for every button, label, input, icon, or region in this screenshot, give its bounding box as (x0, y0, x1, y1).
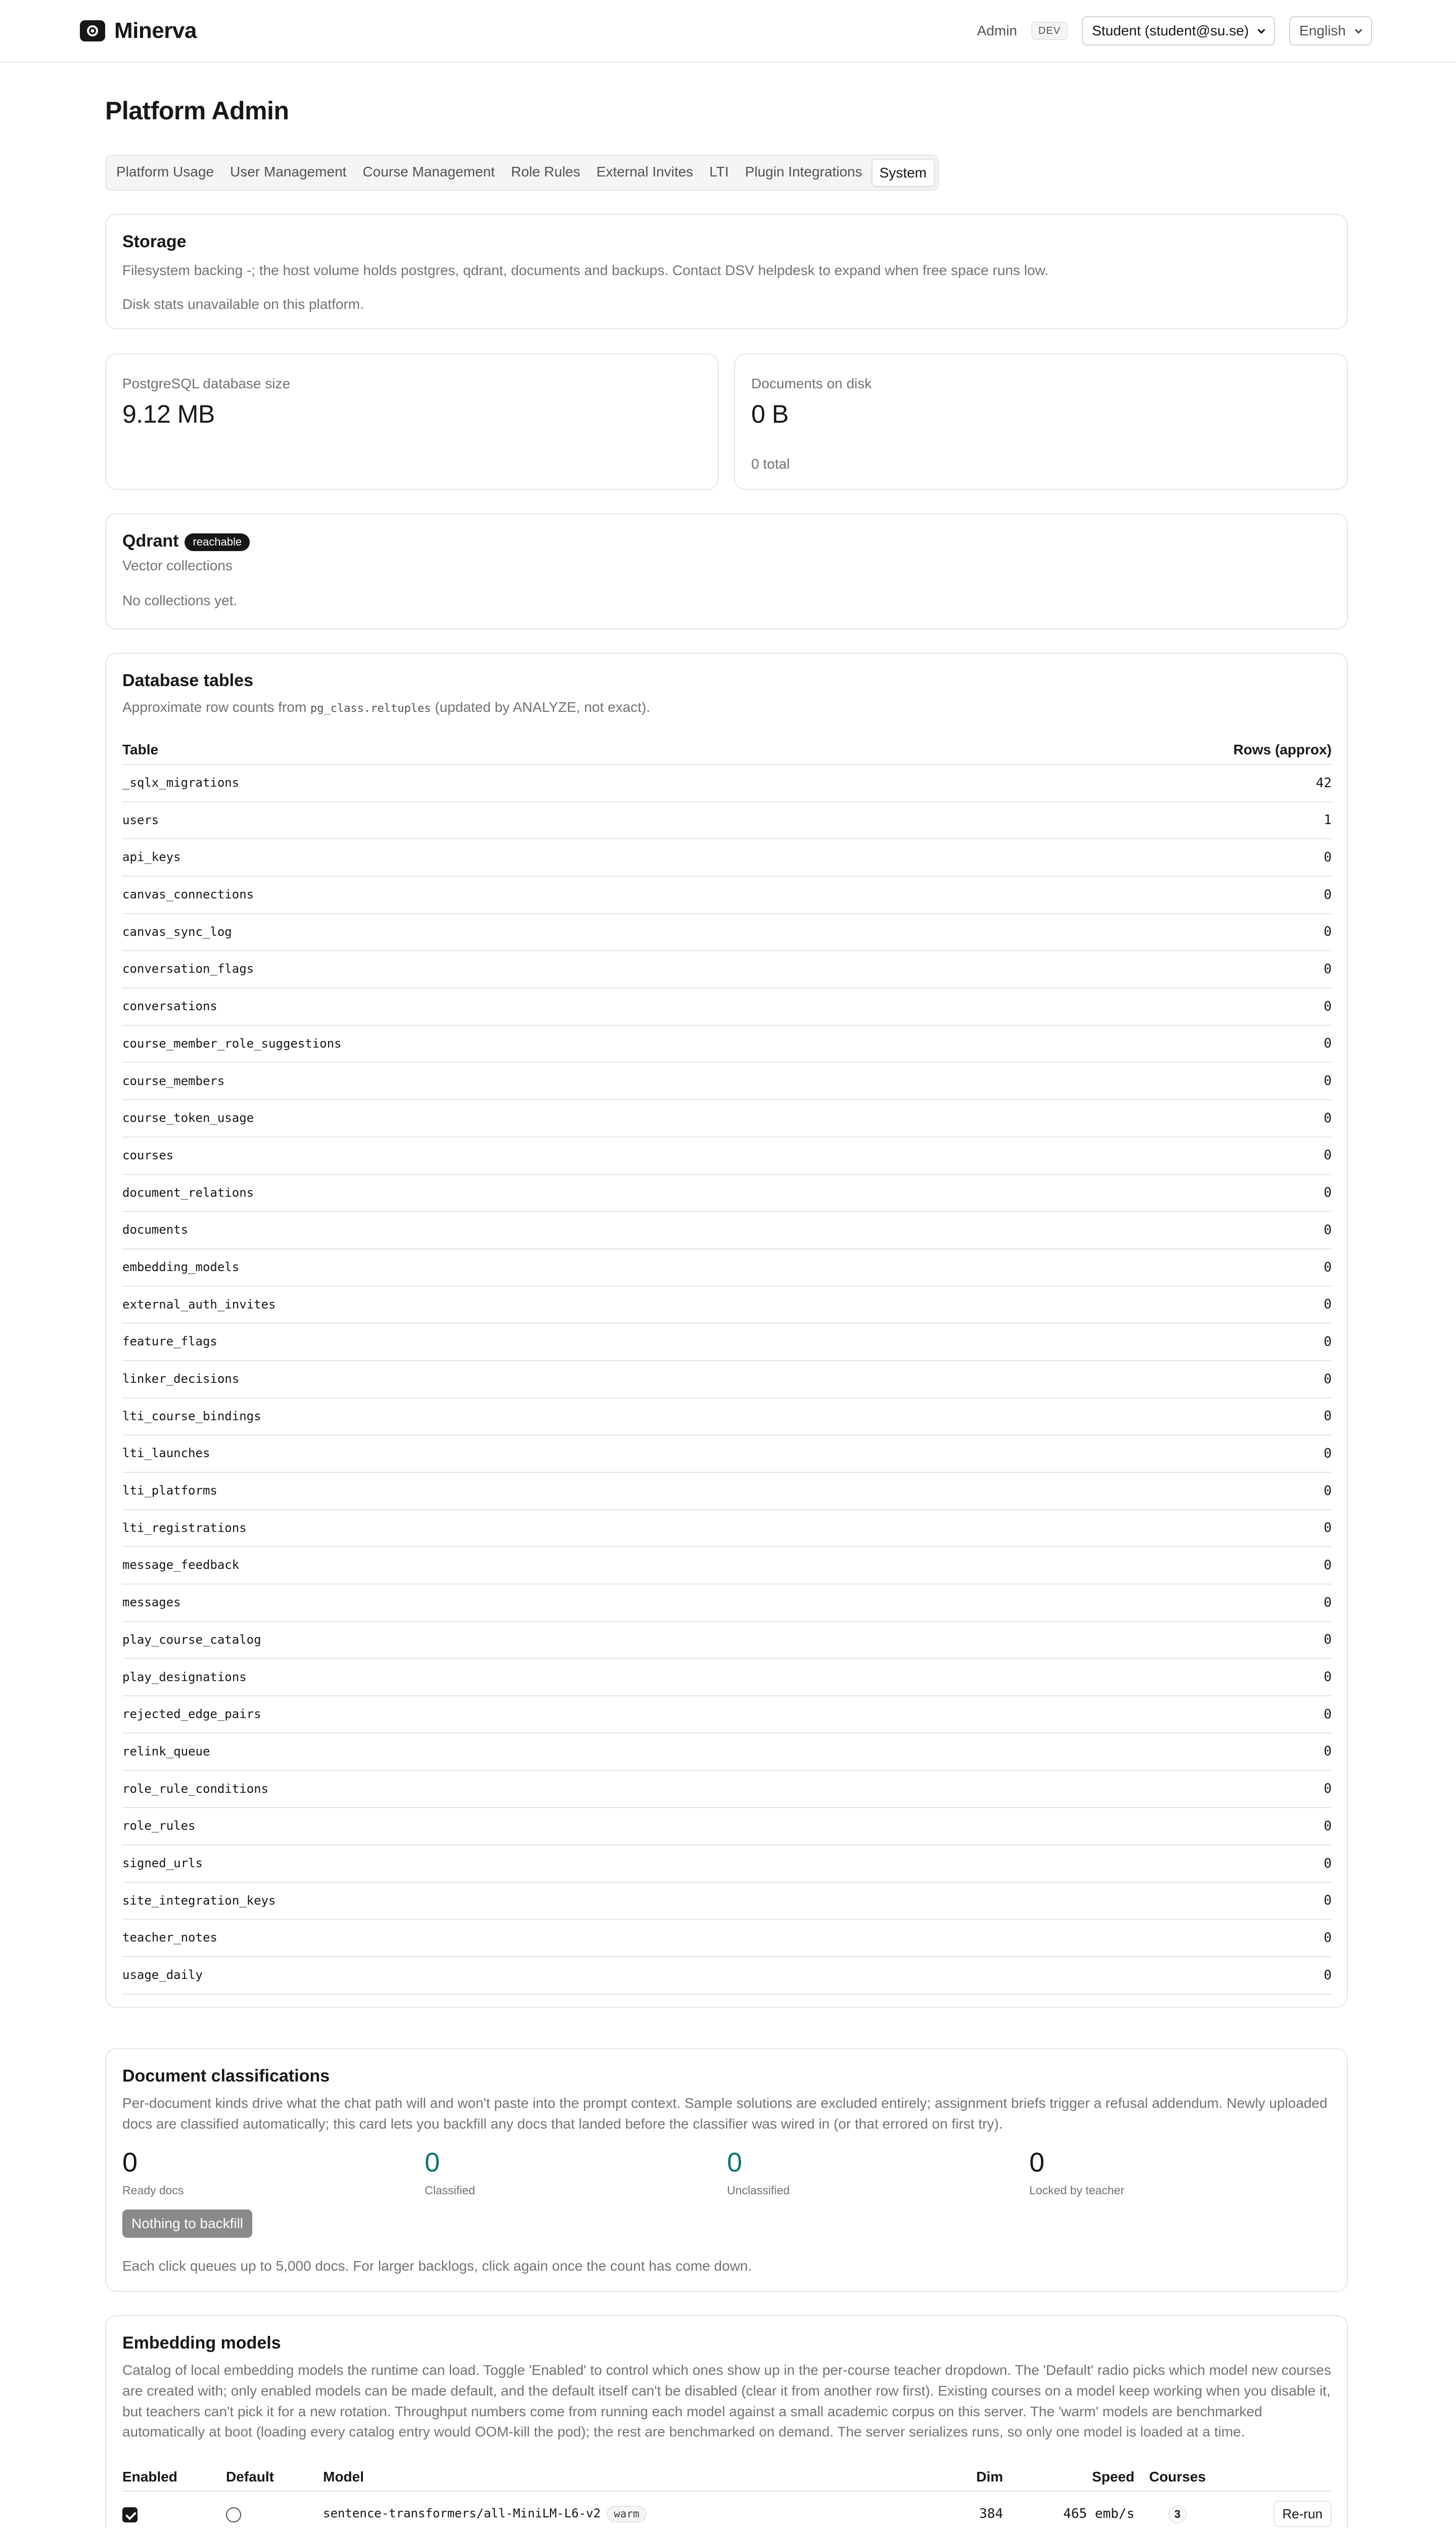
row-count: 0 (957, 988, 1332, 1025)
table-row (122, 1696, 1332, 1733)
row-count: 42 (957, 764, 1332, 802)
db-desc-before: Approximate row counts from (122, 699, 310, 715)
metric-value: 0 (122, 2147, 138, 2178)
language-select-value: English (1299, 23, 1346, 39)
user-select[interactable] (1082, 16, 1275, 46)
table-header-row (122, 735, 1332, 764)
row-count: 0 (957, 1882, 1332, 1920)
table-row (122, 1100, 1332, 1137)
row-count: 0 (957, 1100, 1332, 1137)
table-name: _sqlx_migrations (122, 764, 957, 802)
table-name: documents (122, 1211, 957, 1249)
chevron-down-icon (1353, 25, 1364, 36)
metric-ready-docs (122, 2146, 425, 2198)
metric-value: 0 (425, 2147, 440, 2178)
storage-stats (105, 353, 1348, 490)
table-name: conversation_flags (122, 951, 957, 988)
table-name: conversations (122, 988, 957, 1025)
embedding-title: Embedding models (122, 2333, 281, 2353)
table-row (122, 1957, 1332, 1994)
main-content (0, 63, 1456, 2528)
db-desc-after: (updated by ANALYZE, not exact). (431, 699, 651, 715)
table-row (122, 1211, 1332, 1249)
table-row (122, 1175, 1332, 1212)
table-name: usage_daily (122, 1957, 957, 1994)
table-row (122, 1658, 1332, 1696)
table-row (122, 1771, 1332, 1808)
row-count: 0 (957, 1361, 1332, 1398)
status-badge: reachable (185, 533, 250, 551)
row-count: 1 (957, 802, 1332, 839)
table-name: users (122, 802, 957, 839)
row-count: 0 (957, 1808, 1332, 1845)
table-name: courses (122, 1137, 957, 1175)
table-name: messages (122, 1584, 957, 1621)
tab-plugin-integrations[interactable]: Plugin Integrations (745, 164, 862, 179)
table-name: lti_launches (122, 1435, 957, 1472)
col-speed: Speed (1003, 2463, 1134, 2491)
row-count: 0 (957, 1175, 1332, 1212)
col-rows: Rows (approx) (957, 735, 1332, 764)
table-name: lti_registrations (122, 1510, 957, 1547)
row-count: 0 (957, 1062, 1332, 1100)
courses-count-badge: 3 (1168, 2505, 1187, 2523)
metric-label: Unclassified (727, 2184, 790, 2197)
row-count: 0 (957, 1323, 1332, 1361)
row-count: 0 (957, 1435, 1332, 1472)
page-title: Platform Admin (105, 97, 289, 125)
documents-disk-card (734, 353, 1348, 490)
row-count: 0 (957, 1398, 1332, 1435)
col-model: Model (323, 2463, 932, 2491)
top-navbar (0, 0, 1456, 63)
table-row (122, 914, 1332, 951)
courses-cell (1134, 2491, 1220, 2528)
enabled-checkbox[interactable] (122, 2507, 138, 2522)
document-classifications-card (105, 2048, 1348, 2292)
postgres-size-label: PostgreSQL database size (122, 376, 291, 392)
qdrant-subtitle: Vector collections (122, 557, 233, 573)
tab-role-rules[interactable]: Role Rules (511, 164, 580, 179)
metric-label: Ready docs (122, 2184, 184, 2197)
table-row (122, 1510, 1332, 1547)
model-name: sentence-transformers/all-MiniLM-L6-v2 (323, 2506, 601, 2520)
disk-stats-note: Disk stats unavailable on this platform. (122, 296, 364, 312)
table-row (122, 1919, 1332, 1957)
col-courses: Courses (1134, 2463, 1220, 2491)
table-row (122, 1584, 1332, 1621)
row-count: 0 (957, 1510, 1332, 1547)
table-row (122, 1398, 1332, 1435)
table-row (122, 1062, 1332, 1100)
table-name: play_course_catalog (122, 1621, 957, 1659)
metric-locked-by-teacher (1029, 2146, 1332, 2198)
qdrant-title-text: Qdrant (122, 531, 179, 551)
table-name: external_auth_invites (122, 1286, 957, 1324)
table-row (122, 1025, 1332, 1063)
table-row (122, 1137, 1332, 1175)
table-name: lti_platforms (122, 1472, 957, 1510)
db-tables-description (122, 697, 1332, 717)
row-count: 0 (957, 1211, 1332, 1249)
default-radio[interactable] (226, 2507, 241, 2522)
action-cell (1220, 2491, 1332, 2528)
storage-title: Storage (122, 232, 187, 252)
embedding-description: Catalog of local embedding models the runtime can load. Toggle 'Enabled' to control which ones show up in the per-course teacher dropdown. The 'Default' radio picks which model new courses are created with; only enabled models can be made default, and the default itself can't be disabled (clear it from another row first). Existing courses on a model keep working when you disable it, but teachers can't pick it for a new rotation. Throughput numbers come from running each model against a small academic corpus on this server. The 'warm' models are benchmarked automatically at boot (loading every catalog entry would OOM-kill the pod); the rest are benchmarked on demand. The server serializes runs, so only one model is loaded at a time. (122, 2362, 1331, 2440)
table-row (122, 1472, 1332, 1510)
documents-disk-value: 0 B (751, 400, 789, 429)
table-name: lti_course_bindings (122, 1398, 957, 1435)
brand[interactable] (80, 15, 197, 47)
row-count: 0 (957, 1584, 1332, 1621)
backfill-button[interactable]: Nothing to backfill (122, 2209, 252, 2237)
language-select[interactable] (1289, 16, 1372, 46)
rerun-button[interactable]: Re-run (1273, 2501, 1332, 2527)
table-row (122, 2491, 1332, 2528)
col-enabled: Enabled (122, 2463, 226, 2491)
table-name: teacher_notes (122, 1919, 957, 1957)
row-count: 0 (957, 1547, 1332, 1584)
table-name: feature_flags (122, 1323, 957, 1361)
table-name: play_designations (122, 1658, 957, 1696)
embedding-table (122, 2463, 1332, 2528)
table-name: role_rules (122, 1808, 957, 1845)
env-badge: DEV (1031, 22, 1068, 40)
col-dim: Dim (932, 2463, 1003, 2491)
tab-lti[interactable]: LTI (709, 164, 729, 179)
table-name: course_members (122, 1062, 957, 1100)
admin-tabs (105, 155, 939, 191)
table-name: linker_decisions (122, 1361, 957, 1398)
table-row (122, 1621, 1332, 1659)
table-row (122, 1808, 1332, 1845)
metric-classified (425, 2146, 727, 2198)
metric-value: 0 (727, 2147, 743, 2178)
qdrant-empty: No collections yet. (122, 592, 238, 608)
row-count: 0 (957, 1658, 1332, 1696)
user-select-value: Student (student@su.se) (1092, 23, 1249, 39)
documents-disk-label: Documents on disk (751, 376, 872, 392)
metric-value: 0 (1029, 2147, 1045, 2178)
table-name: site_integration_keys (122, 1882, 957, 1920)
tab-course-management[interactable]: Course Management (362, 164, 495, 179)
metric-unclassified (727, 2146, 1029, 2198)
doc-class-title: Document classifications (122, 2066, 330, 2086)
table-row (122, 764, 1332, 802)
enabled-cell (122, 2491, 226, 2528)
model-cell (323, 2491, 932, 2528)
table-name: document_relations (122, 1175, 957, 1212)
tab-system[interactable]: System (872, 159, 935, 187)
table-row (122, 1547, 1332, 1584)
row-count: 0 (957, 951, 1332, 988)
table-row (122, 1361, 1332, 1398)
doc-class-footnote: Each click queues up to 5,000 docs. For larger backlogs, click again once the count has come down. (122, 2258, 752, 2274)
table-row (122, 1323, 1332, 1361)
col-default: Default (226, 2463, 323, 2491)
col-table: Table (122, 735, 957, 764)
table-name: message_feedback (122, 1547, 957, 1584)
logo-icon (80, 20, 105, 41)
row-count: 0 (957, 839, 1332, 876)
row-count: 0 (957, 1733, 1332, 1771)
table-row (122, 876, 1332, 914)
table-name: api_keys (122, 839, 957, 876)
row-count: 0 (957, 1845, 1332, 1882)
table-name: rejected_edge_pairs (122, 1696, 957, 1733)
table-row (122, 1882, 1332, 1920)
documents-total: 0 total (751, 456, 790, 472)
database-tables-card (105, 653, 1348, 2007)
doc-class-metrics (122, 2146, 1332, 2198)
metric-label: Classified (425, 2184, 475, 2197)
warm-badge: warm (607, 2506, 647, 2522)
table-header-row (122, 2463, 1332, 2491)
speed-cell: 465 emb/s (1003, 2491, 1134, 2528)
row-count: 0 (957, 1286, 1332, 1324)
metric-label: Locked by teacher (1029, 2184, 1124, 2197)
row-count: 0 (957, 1249, 1332, 1286)
row-count: 0 (957, 1957, 1332, 1994)
qdrant-title (122, 529, 1332, 554)
postgres-size-card (105, 353, 719, 490)
chevron-down-icon (1256, 25, 1267, 36)
storage-card (105, 214, 1348, 329)
table-name: signed_urls (122, 1845, 957, 1882)
doc-class-description: Per-document kinds drive what the chat path will and won't paste into the prompt context. Sample solutions are excluded entirely; assignment briefs trigger a refusal addendum. Newly uploaded docs are classified automatically; this card lets you backfill any docs that landed before the classifier was wired in (or that errored on first try). (122, 2095, 1328, 2132)
row-count: 0 (957, 876, 1332, 914)
table-row (122, 988, 1332, 1025)
table-row (122, 839, 1332, 876)
qdrant-card (105, 513, 1348, 629)
table-row (122, 1249, 1332, 1286)
row-count: 0 (957, 1696, 1332, 1733)
storage-description: Filesystem backing -; the host volume holds postgres, qdrant, documents and backups. Contact DSV helpdesk to expand when free space runs low. (122, 262, 1049, 278)
row-count: 0 (957, 1621, 1332, 1659)
table-name: canvas_sync_log (122, 914, 957, 951)
table-name: canvas_connections (122, 876, 957, 914)
table-name: relink_queue (122, 1733, 957, 1771)
row-count: 0 (957, 914, 1332, 951)
row-count: 0 (957, 1025, 1332, 1063)
embedding-models-card (105, 2315, 1348, 2528)
table-row (122, 1286, 1332, 1324)
tab-platform-usage[interactable]: Platform Usage (116, 164, 214, 179)
dim-cell: 384 (932, 2491, 1003, 2528)
col-actions (1220, 2463, 1332, 2491)
table-name: course_member_role_suggestions (122, 1025, 957, 1063)
table-row (122, 1845, 1332, 1882)
row-count: 0 (957, 1771, 1332, 1808)
tab-user-management[interactable]: User Management (230, 164, 347, 179)
brand-name: Minerva (114, 18, 197, 43)
table-row (122, 1733, 1332, 1771)
table-name: role_rule_conditions (122, 1771, 957, 1808)
table-row (122, 802, 1332, 839)
postgres-size-value: 9.12 MB (122, 400, 215, 429)
row-count: 0 (957, 1472, 1332, 1510)
top-nav (977, 16, 1373, 46)
table-name: embedding_models (122, 1249, 957, 1286)
db-desc-code: pg_class.reltuples (310, 702, 431, 715)
table-row (122, 951, 1332, 988)
row-count: 0 (957, 1137, 1332, 1175)
default-cell (226, 2491, 323, 2528)
table-name: course_token_usage (122, 1100, 957, 1137)
db-tables-table (122, 735, 1332, 1995)
row-count: 0 (957, 1919, 1332, 1957)
table-row (122, 1435, 1332, 1472)
tab-external-invites[interactable]: External Invites (596, 164, 694, 179)
db-tables-title: Database tables (122, 671, 253, 691)
admin-link[interactable]: Admin (977, 23, 1017, 39)
